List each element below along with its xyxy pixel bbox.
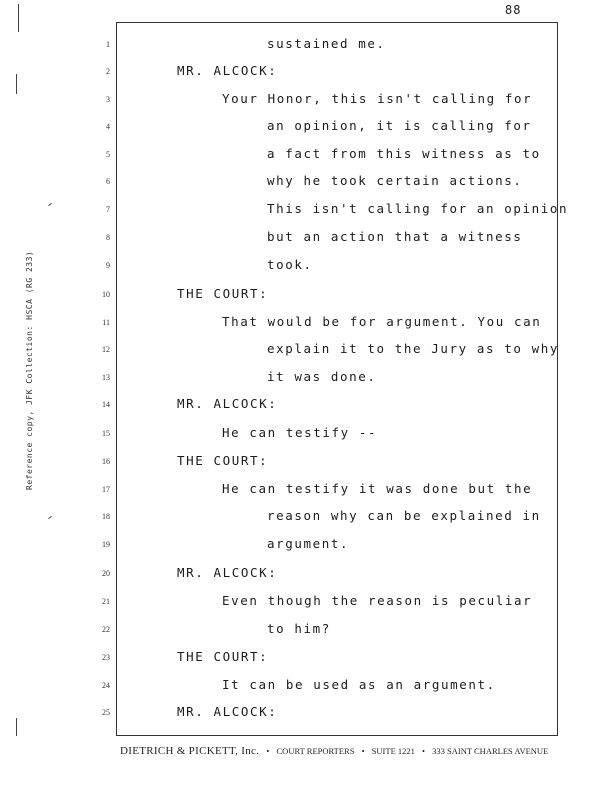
transcript-line: an opinion, it is calling for — [267, 118, 532, 133]
line-number: 19 — [102, 540, 110, 549]
transcript-line: sustained me. — [267, 36, 386, 51]
line-number: 12 — [102, 345, 110, 354]
footer-bullet-icon: • — [422, 746, 426, 756]
line-number: 14 — [102, 400, 110, 409]
transcript-line: Even though the reason is peculiar — [222, 593, 533, 608]
speaker-label: THE COURT: — [177, 286, 269, 301]
footer-suite: SUITE 1221 — [371, 746, 415, 756]
firm-name: DIETRICH & PICKETT, Inc. — [120, 745, 260, 757]
line-number: 6 — [106, 177, 110, 186]
reporter-footer — [120, 745, 560, 757]
transcript-line: reason why can be explained in — [267, 508, 541, 523]
line-number: 20 — [102, 569, 110, 578]
transcript-line: it was done. — [267, 369, 377, 384]
line-number: 2 — [106, 67, 110, 76]
left-margin-rule — [116, 22, 117, 736]
speaker-label: THE COURT: — [177, 453, 269, 468]
transcript-line: to him? — [267, 621, 331, 636]
bottom-rule — [116, 735, 557, 736]
footer-bullet-icon: • — [266, 746, 270, 756]
transcript-line: a fact from this witness as to — [267, 146, 541, 161]
line-number: 7 — [106, 205, 110, 214]
tick-mark-upper — [48, 203, 52, 206]
speaker-label: THE COURT: — [177, 649, 269, 664]
speaker-label: MR. ALCOCK: — [177, 63, 278, 78]
line-number: 15 — [102, 429, 110, 438]
line-number: 23 — [102, 653, 110, 662]
transcript-line: This isn't calling for an opinion — [267, 201, 569, 216]
transcript-line: Your Honor, this isn't calling for — [222, 91, 533, 106]
speaker-label: MR. ALCOCK: — [177, 704, 278, 719]
punch-mark-top — [18, 4, 19, 32]
line-number: 9 — [106, 261, 110, 270]
line-number: 11 — [102, 318, 110, 327]
line-number: 3 — [106, 95, 110, 104]
line-number: 4 — [106, 122, 110, 131]
line-number: 25 — [102, 708, 110, 717]
footer-address: 333 SAINT CHARLES AVENUE — [432, 746, 549, 756]
punch-mark-bottom — [16, 718, 17, 736]
line-number: 5 — [106, 150, 110, 159]
line-number: 24 — [102, 681, 110, 690]
transcript-line: took. — [267, 257, 313, 272]
line-number: 17 — [102, 485, 110, 494]
transcript-line: He can testify it was done but the — [222, 481, 533, 496]
line-number: 1 — [106, 40, 110, 49]
transcript-line: but an action that a witness — [267, 229, 523, 244]
transcript-line: argument. — [267, 536, 350, 551]
line-number: 8 — [106, 233, 110, 242]
transcript-line: why he took certain actions. — [267, 173, 523, 188]
transcript-line: That would be for argument. You can — [222, 314, 542, 329]
line-number: 22 — [102, 625, 110, 634]
top-rule — [116, 22, 557, 23]
footer-services: COURT REPORTERS — [276, 746, 355, 756]
line-number: 10 — [102, 290, 110, 299]
page-number: 88 — [505, 3, 522, 17]
speaker-label: MR. ALCOCK: — [177, 396, 278, 411]
line-number: 13 — [102, 373, 110, 382]
archive-reference-note: Reference copy, JFK Collection: HSCA (RG 233) — [25, 250, 34, 490]
line-number: 16 — [102, 457, 110, 466]
transcript-line: explain it to the Jury as to why — [267, 341, 560, 356]
speaker-label: MR. ALCOCK: — [177, 565, 278, 580]
line-number: 21 — [102, 597, 110, 606]
right-margin-rule — [557, 22, 558, 736]
tick-mark-lower — [48, 516, 52, 519]
line-number: 18 — [102, 512, 110, 521]
punch-mark-middle — [16, 74, 17, 94]
footer-bullet-icon: • — [361, 746, 365, 756]
transcript-line: It can be used as an argument. — [222, 677, 496, 692]
transcript-line: He can testify -- — [222, 425, 378, 440]
